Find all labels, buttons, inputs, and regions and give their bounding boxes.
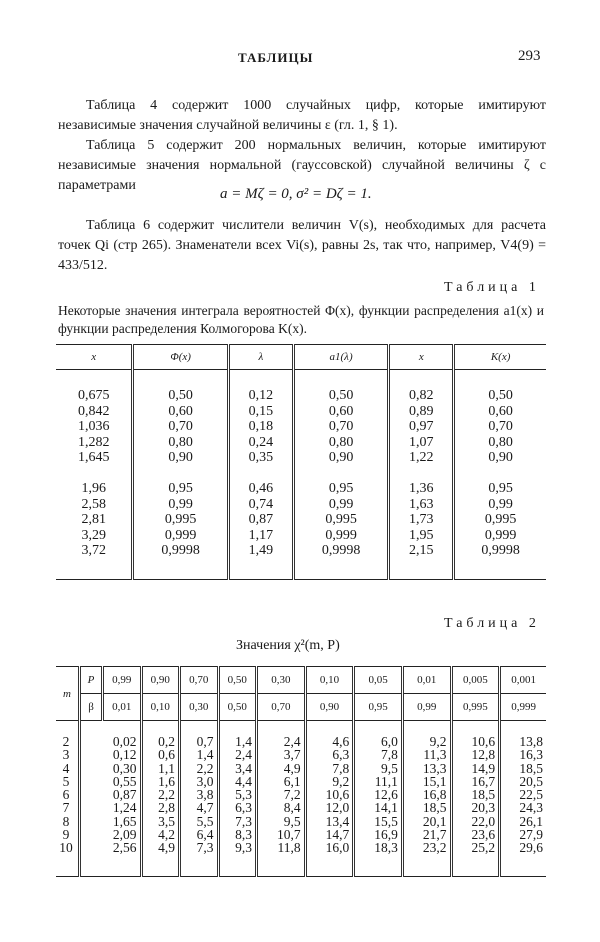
table-cell-value: 0,97	[409, 419, 434, 434]
table-cell-value: 0,90	[488, 450, 513, 465]
table-cell-value: 0,80	[488, 434, 513, 450]
table-cell-value: 0,995	[484, 512, 517, 527]
table-cell-value: 0,80	[328, 434, 354, 450]
table-cell-value: 0,90	[328, 450, 354, 465]
table-cell-value: 0,46	[248, 481, 274, 496]
table2-beta-value: 0,50	[218, 694, 257, 721]
table-cell-value: 1,07	[409, 434, 434, 450]
table-cell-value: 5,3	[235, 787, 252, 803]
table1-header: K(x)	[454, 345, 546, 370]
table-cell-value: 0,87	[248, 512, 274, 527]
table-cell-value: 13,3	[422, 760, 447, 776]
table-cell-value: 0,99	[328, 496, 354, 512]
table-cell-value: 1,6	[158, 773, 175, 789]
table-cell-value: 2,2	[196, 760, 214, 776]
table2-beta-value: 0,30	[180, 694, 219, 721]
table1-column	[389, 370, 454, 580]
table1-column	[133, 370, 229, 580]
table-cell-value: 14,9	[471, 760, 496, 776]
table-cell-value: 0,99	[488, 496, 513, 512]
table-cell-value: 4	[62, 760, 70, 776]
table2-caption: Таблица 2	[444, 616, 540, 631]
table1-body-row	[56, 370, 546, 580]
table-cell-value: 8,3	[235, 827, 252, 843]
table-cell-value: 1,49	[248, 543, 274, 558]
table-cell-value: 2	[62, 734, 70, 749]
table-cell-value: 0,99	[168, 496, 193, 512]
table-cell-value: 12,0	[325, 800, 350, 816]
table-cell-value: 20,3	[471, 800, 496, 816]
table-cell-value: 10,7	[277, 827, 301, 843]
table-cell-value: 20,5	[519, 773, 543, 789]
table-cell-value	[456, 466, 545, 482]
table-cell-value	[57, 466, 130, 482]
table-cell-value: 0,9998	[481, 543, 520, 558]
table-cell-value: 23,6	[471, 827, 496, 843]
table-cell-value: 2,81	[81, 512, 106, 527]
table1-header: Φ(x)	[133, 345, 229, 370]
table-cell-value: 1,63	[409, 496, 434, 512]
table1-caption: Таблица 1	[444, 280, 540, 295]
page-number: 293	[518, 48, 541, 64]
table2-p-value: 0,70	[180, 667, 219, 694]
table-cell-value: 0,89	[409, 403, 434, 419]
table2-beta-value: 0,95	[354, 694, 403, 721]
table-cell-value: 0,6	[158, 747, 175, 763]
table2-p-value: 0,01	[402, 667, 451, 694]
table-cell-value: 8	[62, 813, 70, 829]
table2-beta-value: 0,70	[257, 694, 306, 721]
table1-header: λ	[228, 345, 293, 370]
table2-m-column	[56, 721, 80, 877]
table1	[56, 344, 546, 580]
table-cell-value: 0,02	[112, 734, 137, 749]
table-cell-value: 2,15	[409, 543, 434, 558]
table2-p-value: 0,001	[500, 667, 546, 694]
table2-beta-row	[56, 694, 546, 721]
table-cell-value: 3	[62, 747, 70, 763]
table2-column	[180, 721, 219, 877]
table-cell-value: 0,18	[248, 419, 274, 434]
table-cell-value: 3,4	[235, 760, 252, 776]
table-cell-value: 6,4	[196, 827, 214, 843]
table-cell-value: 0,9998	[161, 543, 200, 558]
table2-p-value: 0,50	[218, 667, 257, 694]
table1-column	[454, 370, 546, 580]
table-cell-value: 22,0	[471, 813, 496, 829]
table-cell-value: 0,60	[328, 403, 354, 419]
table2-p-value: 0,10	[305, 667, 354, 694]
table-cell-value: 18,5	[471, 787, 496, 803]
table-cell-value: 0,999	[164, 527, 197, 543]
table-cell-value: 18,5	[422, 800, 447, 816]
table-cell-value: 1,1	[158, 760, 175, 776]
table2-column	[305, 721, 354, 877]
table-cell-value: 13,4	[325, 813, 350, 829]
table-cell-value	[296, 466, 387, 482]
table-cell-value: 7,8	[381, 747, 398, 763]
table2-beta-value: 0,99	[402, 694, 451, 721]
table2-beta-value: 0,01	[103, 694, 142, 721]
table1-description: Некоторые значения интеграла вероятностей Φ(x), функции распределения a1(x) и функции распределения Колмогорова K(x).	[58, 303, 544, 336]
table-cell-value: 7,3	[196, 840, 214, 856]
table-cell-value: 0,90	[168, 450, 193, 465]
table1-column	[293, 370, 389, 580]
table-cell-value: 7,3	[235, 813, 252, 829]
table-cell-value: 11,1	[374, 773, 398, 789]
table2-column	[218, 721, 257, 877]
table-cell-value: 1,645	[77, 450, 110, 465]
table-cell-value: 0,80	[168, 434, 193, 450]
table-cell-value: 1,36	[409, 481, 434, 496]
table-cell-value: 0,9998	[321, 543, 361, 558]
table2-p-value: 0,90	[141, 667, 180, 694]
table2-column	[451, 721, 500, 877]
table-cell-value: 5,5	[196, 813, 214, 829]
table-cell-value: 15,5	[374, 813, 398, 829]
table2-beta-value: 0,995	[451, 694, 500, 721]
formula-parameters: a = Mζ = 0, σ² = Dζ = 1.	[220, 186, 372, 202]
table-cell-value: 12,8	[471, 747, 496, 763]
table-cell-value: 0,675	[77, 388, 110, 403]
table-cell-value: 0,7	[196, 734, 214, 749]
table2-body-row	[56, 721, 546, 877]
table2-column	[257, 721, 306, 877]
table-cell-value: 4,2	[158, 827, 175, 843]
table-cell-value: 1,95	[409, 527, 434, 543]
table-cell-value: 4,6	[332, 734, 350, 749]
table-cell-value: 12,6	[374, 787, 398, 803]
table-cell-value: 1,22	[409, 450, 434, 465]
table-cell-value: 16,3	[519, 747, 543, 763]
table2-beta-label: β	[80, 694, 103, 721]
table-cell-value: 0,50	[488, 388, 513, 403]
table-cell-value: 1,282	[77, 434, 110, 450]
table-cell-value: 16,0	[325, 840, 350, 856]
table-cell-value: 20,1	[422, 813, 447, 829]
table-cell-value: 0,842	[77, 403, 110, 419]
table2-p-value: 0,005	[451, 667, 500, 694]
table-cell-value: 2,4	[235, 747, 252, 763]
table-cell-value: 0,70	[168, 419, 193, 434]
table2-column	[141, 721, 180, 877]
table-cell-value: 29,6	[519, 840, 543, 856]
table2-p-row	[56, 667, 546, 694]
table-cell-value: 6,1	[283, 773, 301, 789]
table-cell-value: 0,70	[488, 419, 513, 434]
table-cell-value: 2,56	[112, 840, 137, 856]
table-cell-value	[135, 466, 226, 482]
table2-p-value: 0,99	[103, 667, 142, 694]
table1-header: x	[389, 345, 454, 370]
table-cell-value: 3,5	[158, 813, 175, 829]
table-cell-value: 26,1	[519, 813, 543, 829]
table-cell-value: 4,7	[196, 800, 214, 816]
table-cell-value	[231, 466, 291, 482]
table-cell-value: 9,3	[235, 840, 252, 856]
table-cell-value: 2,4	[283, 734, 301, 749]
table2-beta-value: 0,10	[141, 694, 180, 721]
table-cell-value: 25,2	[471, 840, 496, 856]
table-cell-value: 0,82	[409, 388, 434, 403]
table-cell-value: 0,70	[328, 419, 354, 434]
table-cell-value: 27,9	[519, 827, 543, 843]
table-cell-value: 10,6	[325, 787, 350, 803]
table-cell-value: 7	[62, 800, 70, 816]
table-cell-value: 3,29	[81, 527, 106, 543]
table-cell-value: 6	[62, 787, 70, 803]
table-cell-value: 6,3	[332, 747, 350, 763]
table-cell-value: 22,5	[519, 787, 543, 803]
table-cell-value: 0,60	[488, 403, 513, 419]
table2-p-value: 0,30	[257, 667, 306, 694]
table-cell-value: 0,60	[168, 403, 193, 419]
table-cell-value: 0,24	[248, 434, 274, 450]
table-cell-value: 10,6	[471, 734, 496, 749]
paragraph-table5: Таблица 5 содержит 200 нормальных величин, которые имитируют независимые значения нормальной (гауссовской) случайной величины ζ с параметрами	[58, 138, 546, 193]
running-header-title: ТАБЛИЦЫ	[238, 50, 314, 65]
table-cell-value: 16,8	[422, 787, 447, 803]
table-cell-value: 18,5	[519, 760, 543, 776]
table-cell-value: 3,72	[81, 543, 106, 558]
table2-beta-value: 0,90	[305, 694, 354, 721]
table-cell-value: 18,3	[374, 840, 398, 856]
table-cell-value: 0,35	[248, 450, 274, 465]
table-cell-value: 0,74	[248, 496, 274, 512]
table-cell-value: 8,4	[283, 800, 301, 816]
table-cell-value: 0,95	[488, 481, 513, 496]
table-cell-value: 1,24	[112, 800, 137, 816]
table-cell-value: 0,95	[168, 481, 193, 496]
table2-column	[402, 721, 451, 877]
paragraph-table6: Таблица 6 содержит числители величин V(s), необходимых для расчета точек Qi (стр 265). Знаменатели всех Vi(s), равны 2s, так что, например, V4(9) = 433/512.	[58, 218, 546, 273]
table-cell-value: 3,7	[283, 747, 301, 763]
table-cell-value: 0,999	[484, 527, 517, 543]
table-cell-value: 0,999	[325, 527, 357, 543]
table-cell-value: 2,09	[112, 827, 137, 843]
table-cell-value: 9,2	[429, 734, 447, 749]
table-cell-value: 4,4	[235, 773, 252, 789]
table2-p-value: 0,05	[354, 667, 403, 694]
table2-column	[354, 721, 403, 877]
table-cell-value: 13,8	[519, 734, 543, 749]
table-cell-value: 7,2	[283, 787, 301, 803]
table-cell-value: 14,1	[374, 800, 398, 816]
table-cell-value: 5	[62, 773, 70, 789]
table-cell-value	[391, 466, 451, 482]
table-cell-value: 0,995	[325, 512, 357, 527]
table-cell-value: 24,3	[519, 800, 543, 816]
table-cell-value: 11,3	[423, 747, 447, 763]
paragraph-table4: Таблица 4 содержит 1000 случайных цифр, которые имитируют независимые значения случайной величины ε (гл. 1, § 1).	[58, 98, 546, 133]
table2-column	[500, 721, 546, 877]
table-cell-value: 0,50	[328, 388, 354, 403]
table-cell-value: 1,4	[235, 734, 252, 749]
table-cell-value: 1,4	[196, 747, 214, 763]
table1-column	[228, 370, 293, 580]
table-cell-value: 16,9	[374, 827, 398, 843]
table-cell-value: 2,58	[81, 496, 106, 512]
table-cell-value: 23,2	[422, 840, 447, 856]
table-cell-value: 11,8	[277, 840, 301, 856]
table-cell-value: 0,87	[112, 787, 137, 803]
table-cell-value: 6,3	[235, 800, 252, 816]
table-cell-value: 1,65	[112, 813, 137, 829]
table-cell-value: 2,2	[158, 787, 175, 803]
table2-column	[80, 721, 142, 877]
table-cell-value: 0,50	[168, 388, 193, 403]
table-cell-value: 9,5	[283, 813, 301, 829]
table-cell-value: 0,2	[158, 734, 175, 749]
table2-beta-value: 0,999	[500, 694, 546, 721]
table-cell-value: 0,995	[164, 512, 197, 527]
table1-column	[56, 370, 133, 580]
table-cell-value: 0,12	[112, 747, 137, 763]
table2-m-label: m	[56, 667, 80, 721]
table1-header: a1(λ)	[293, 345, 389, 370]
table-cell-value: 9,5	[381, 760, 398, 776]
table-cell-value: 0,15	[248, 403, 274, 419]
table-cell-value: 0,30	[112, 760, 137, 776]
table-cell-value: 0,55	[112, 773, 137, 789]
table-cell-value: 4,9	[158, 840, 175, 856]
table-cell-value: 14,7	[325, 827, 350, 843]
table-cell-value: 4,9	[283, 760, 301, 776]
table-cell-value: 0,12	[248, 388, 274, 403]
table2-description: Значения χ²(m, P)	[236, 638, 340, 653]
table-cell-value: 6,0	[381, 734, 398, 749]
table-cell-value: 3,8	[196, 787, 214, 803]
table-cell-value: 1,96	[81, 481, 106, 496]
table-cell-value: 1,036	[77, 419, 110, 434]
table1-header: x	[56, 345, 133, 370]
table1-header-row	[56, 345, 546, 370]
table-cell-value: 9	[62, 827, 70, 843]
table-cell-value: 10	[59, 840, 73, 856]
table-cell-value: 1,17	[248, 527, 274, 543]
table2-p-label: P	[80, 667, 103, 694]
table-cell-value: 0,95	[328, 481, 354, 496]
table-cell-value: 1,73	[409, 512, 434, 527]
table2	[56, 666, 546, 877]
table-cell-value: 15,1	[422, 773, 447, 789]
table-cell-value: 21,7	[422, 827, 447, 843]
table-cell-value: 9,2	[332, 773, 350, 789]
table-cell-value: 7,8	[332, 760, 350, 776]
table-cell-value: 16,7	[471, 773, 496, 789]
table-cell-value: 3,0	[196, 773, 214, 789]
table-cell-value: 2,8	[158, 800, 175, 816]
